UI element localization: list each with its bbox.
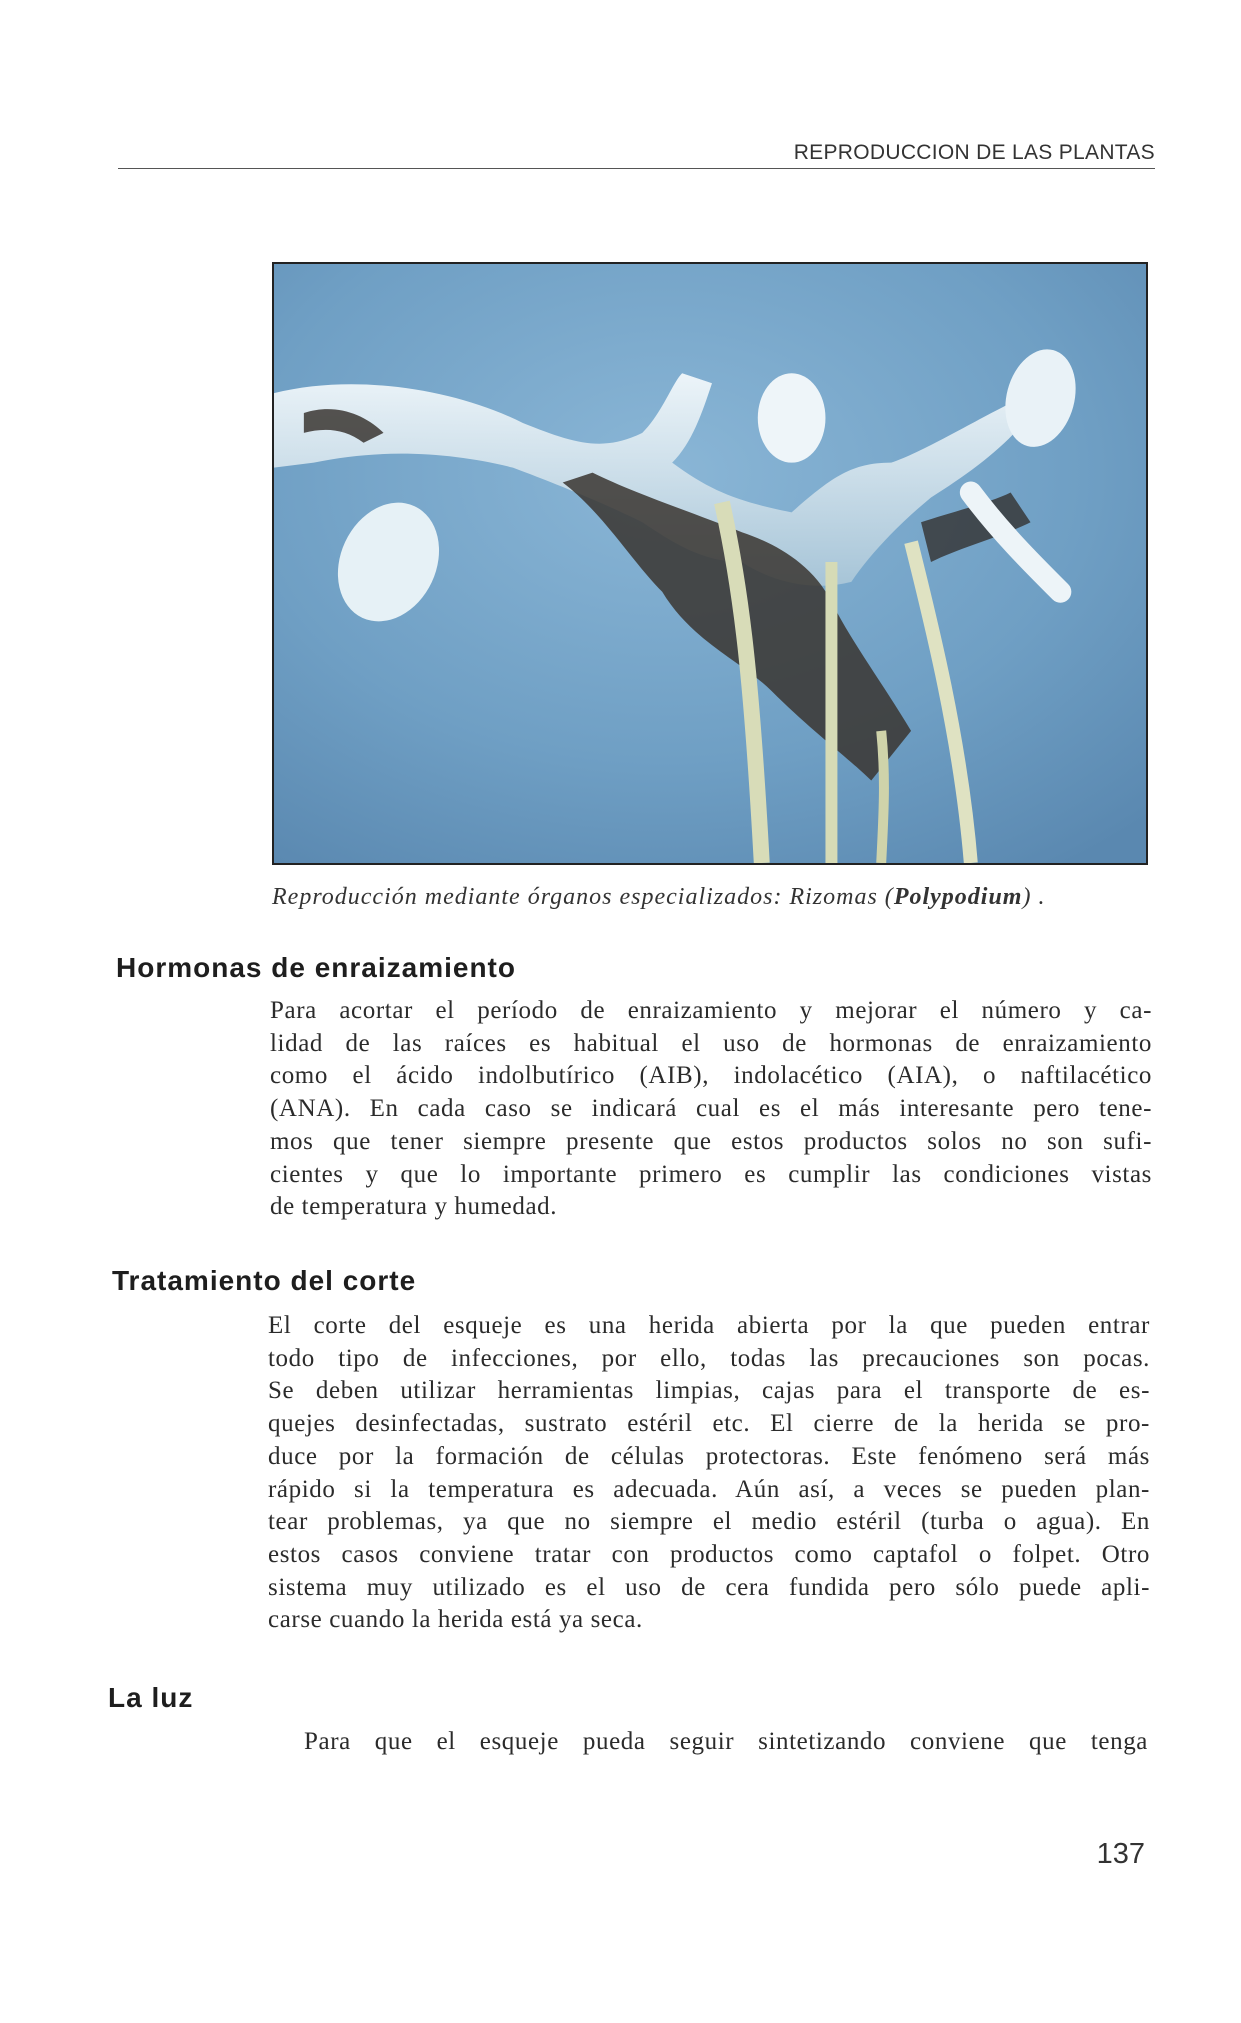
text-line: tear problemas, ya que no siempre el medio estéril (turba o agua). En xyxy=(268,1508,1150,1536)
rhizome-photo xyxy=(272,262,1148,865)
page-number: 137 xyxy=(1096,1838,1145,1870)
figure-caption xyxy=(272,884,1148,911)
section-heading-tratamiento: Tratamiento del corte xyxy=(112,1265,417,1296)
text-line: sistema muy utilizado es el uso de cera fundida pero sólo puede apli- xyxy=(268,1573,1150,1601)
text-line: lidad de las raíces es habitual el uso de hormonas de enraizamiento xyxy=(270,1029,1152,1057)
root-4 xyxy=(881,731,884,863)
paragraph-hormonas xyxy=(270,995,1152,1224)
text-line: Para acortar el período de enraizamiento y mejorar el número y ca- xyxy=(270,997,1152,1024)
text-line: quejes desinfectadas, sustrato estéril etc. El cierre de la herida se pro- xyxy=(268,1410,1150,1438)
paragraph-luz xyxy=(304,1726,1148,1759)
text-line: todo tipo de infecciones, por ello, todas las precauciones son pocas. xyxy=(268,1344,1150,1372)
running-head: REPRODUCCION DE LAS PLANTAS xyxy=(793,141,1155,164)
text-line: (ANA). En cada caso se indicará cual es el más interesante pero tene- xyxy=(270,1095,1152,1123)
rhizome-knob-top xyxy=(758,373,826,462)
header-rule xyxy=(118,168,1155,169)
text-line: como el ácido indolbutírico (AIB), indolacético (AIA), o naftilacético xyxy=(270,1062,1152,1090)
paragraph-tratamiento xyxy=(268,1310,1150,1637)
section-heading-hormonas: Hormonas de enraizamiento xyxy=(116,952,516,983)
rhizome-photo-illustration xyxy=(274,264,1146,863)
text-line: de temperatura y humedad. xyxy=(270,1193,558,1221)
caption-suffix: ) . xyxy=(1022,884,1046,910)
caption-genus: Polypodium xyxy=(893,884,1023,910)
text-line: cientes y que lo importante primero es cumplir las condiciones vistas xyxy=(270,1160,1152,1188)
text-line: El corte del esqueje es una herida abierta por la que pueden entrar xyxy=(268,1312,1150,1339)
text-line: estos casos conviene tratar con productos como captafol o folpet. Otro xyxy=(268,1540,1150,1568)
text-line: mos que tener siempre presente que estos productos solos no son sufi- xyxy=(270,1127,1152,1155)
text-line: carse cuando la herida está ya seca. xyxy=(268,1606,643,1634)
section-heading-luz: La luz xyxy=(108,1682,194,1713)
caption-prefix: Reproducción mediante órganos especializados: Rizomas ( xyxy=(272,884,894,910)
text-line: rápido si la temperatura es adecuada. Aún así, a veces se pueden plan- xyxy=(268,1475,1150,1503)
text-line: Se deben utilizar herramientas limpias, cajas para el transporte de es- xyxy=(268,1377,1150,1405)
text-line: duce por la formación de células protectoras. Este fenómeno será más xyxy=(268,1442,1150,1470)
text-line: Para que el esqueje pueda seguir sintetizando conviene que tenga xyxy=(304,1728,1148,1755)
